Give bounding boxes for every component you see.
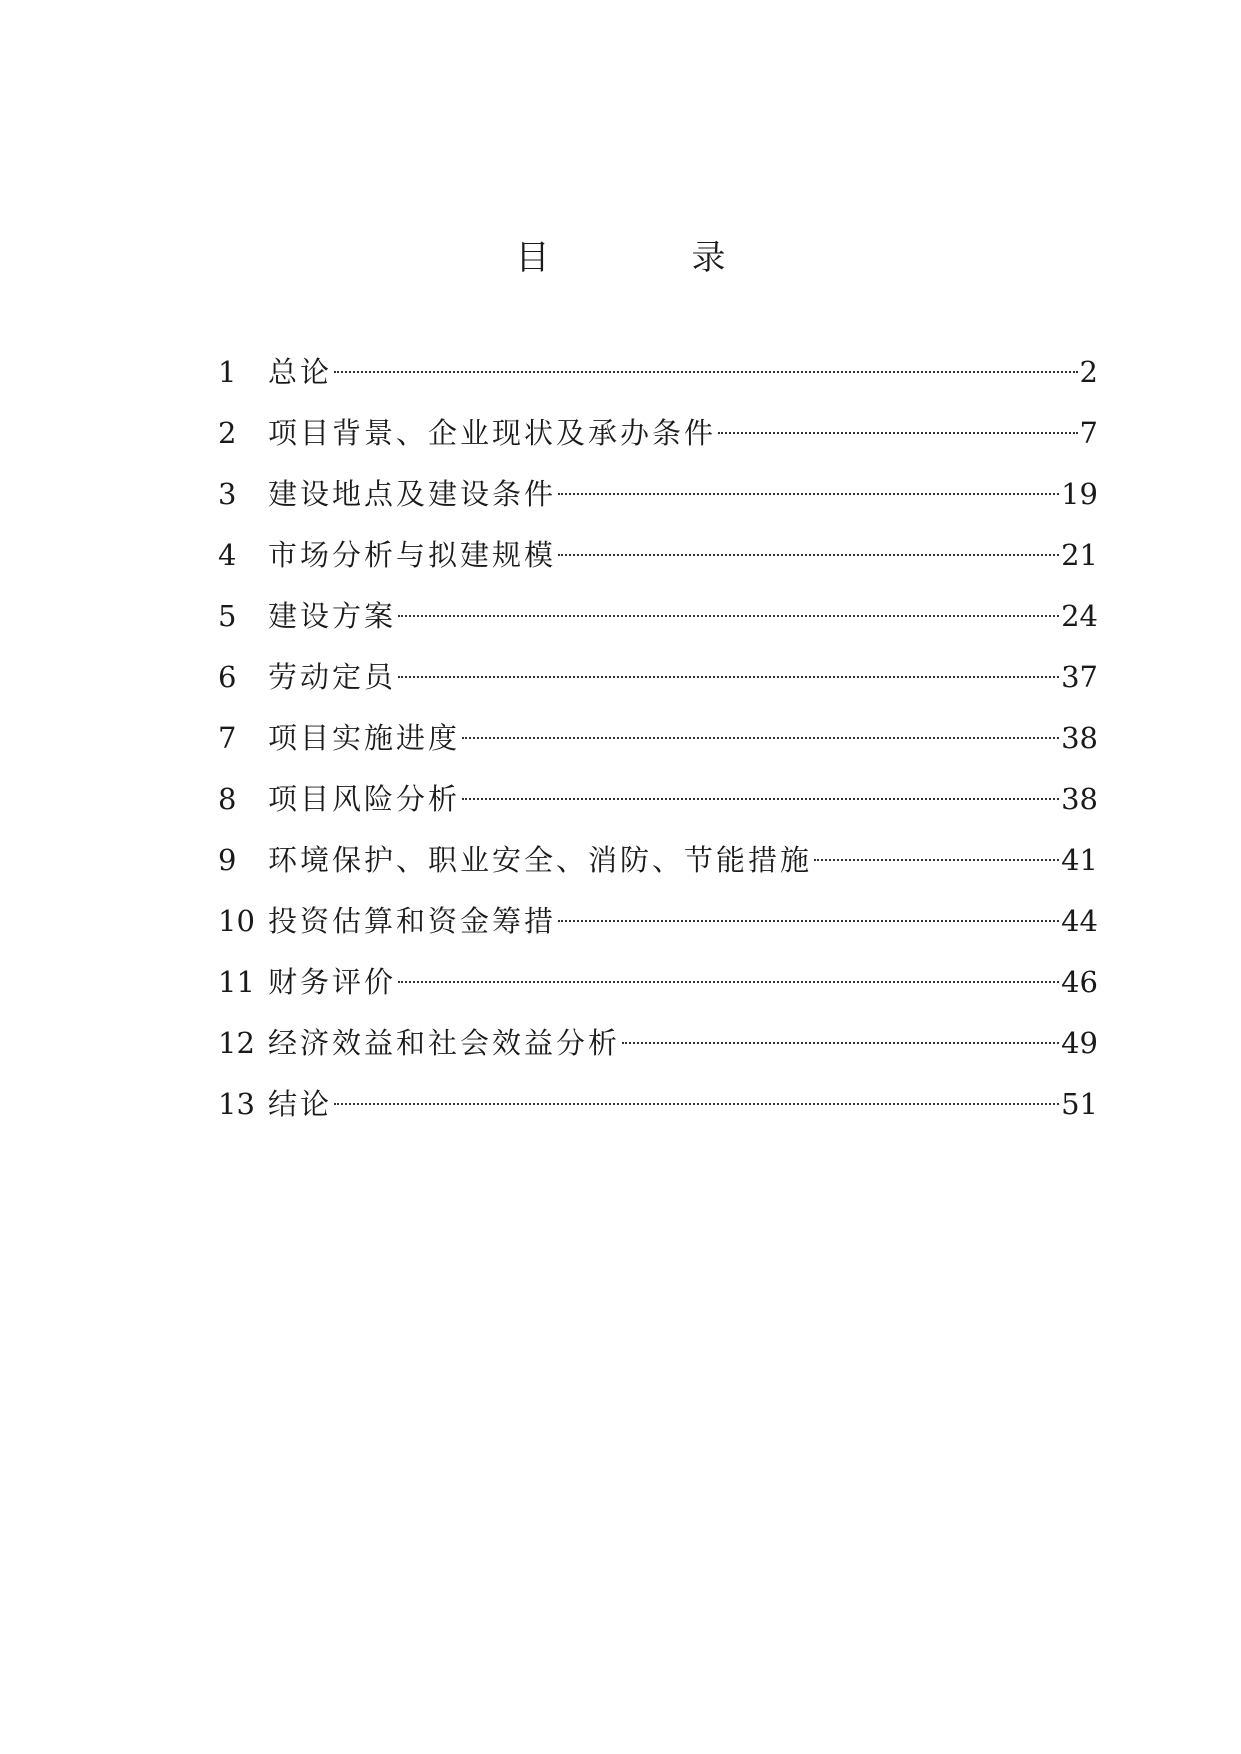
table-of-contents	[218, 350, 1098, 1143]
toc-entry-label: 结论	[268, 1087, 333, 1121]
toc-entry-label: 劳动定员	[268, 660, 397, 694]
toc-entry-label: 建设地点及建设条件	[268, 477, 557, 511]
dot-leader	[718, 432, 1078, 434]
toc-entry-label: 总论	[268, 355, 333, 389]
toc-entry-9[interactable]	[218, 838, 1098, 899]
toc-entry-page: 24	[1061, 599, 1098, 633]
toc-entry-page: 46	[1061, 965, 1098, 999]
dot-leader	[398, 676, 1059, 678]
toc-entry-page: 44	[1061, 904, 1098, 938]
toc-entry-page: 38	[1061, 721, 1098, 755]
toc-entry-number: 1	[218, 355, 237, 389]
toc-entry-number: 6	[218, 660, 237, 694]
toc-entry-label: 项目风险分析	[268, 782, 461, 816]
toc-entry-4[interactable]	[218, 533, 1098, 594]
toc-entry-2[interactable]	[218, 411, 1098, 472]
toc-entry-number: 12	[218, 1026, 255, 1060]
toc-entry-number: 11	[218, 965, 255, 999]
toc-entry-label: 投资估算和资金筹措	[268, 904, 557, 938]
toc-entry-number: 9	[218, 843, 237, 877]
toc-entry-3[interactable]	[218, 472, 1098, 533]
dot-leader	[558, 493, 1059, 495]
toc-entry-page: 19	[1061, 477, 1098, 511]
toc-entry-number: 3	[218, 477, 237, 511]
toc-entry-12[interactable]	[218, 1021, 1098, 1082]
toc-entry-label: 经济效益和社会效益分析	[268, 1026, 621, 1060]
toc-entry-page: 51	[1061, 1087, 1098, 1121]
dot-leader	[334, 1103, 1059, 1105]
dot-leader	[462, 798, 1059, 800]
toc-entry-label: 项目实施进度	[268, 721, 461, 755]
toc-entry-number: 7	[218, 721, 237, 755]
toc-entry-label: 项目背景、企业现状及承办条件	[268, 416, 717, 450]
toc-entry-label: 建设方案	[268, 599, 397, 633]
toc-entry-label: 环境保护、职业安全、消防、节能措施	[268, 843, 813, 877]
toc-entry-number: 8	[218, 782, 237, 816]
dot-leader	[558, 554, 1059, 556]
toc-entry-number: 10	[218, 904, 255, 938]
toc-entry-10[interactable]	[218, 899, 1098, 960]
toc-entry-8[interactable]	[218, 777, 1098, 838]
toc-entry-page: 37	[1061, 660, 1098, 694]
dot-leader	[814, 859, 1059, 861]
toc-entry-page: 21	[1061, 538, 1098, 572]
toc-entry-number: 5	[218, 599, 237, 633]
toc-entry-11[interactable]	[218, 960, 1098, 1021]
toc-entry-number: 2	[218, 416, 237, 450]
dot-leader	[558, 920, 1059, 922]
toc-entry-page: 2	[1079, 355, 1098, 389]
toc-entry-5[interactable]	[218, 594, 1098, 655]
toc-entry-label: 财务评价	[268, 965, 397, 999]
dot-leader	[462, 737, 1059, 739]
toc-entry-6[interactable]	[218, 655, 1098, 716]
toc-entry-page: 38	[1061, 782, 1098, 816]
toc-entry-page: 7	[1079, 416, 1098, 450]
toc-entry-page: 49	[1061, 1026, 1098, 1060]
dot-leader	[398, 981, 1059, 983]
toc-entry-label: 市场分析与拟建规模	[268, 538, 557, 572]
toc-entry-7[interactable]	[218, 716, 1098, 777]
dot-leader	[398, 615, 1059, 617]
page-title: 目 录	[515, 238, 780, 278]
toc-entry-number: 4	[218, 538, 237, 572]
toc-entry-page: 41	[1061, 843, 1098, 877]
dot-leader	[334, 371, 1078, 373]
toc-entry-number: 13	[218, 1087, 255, 1121]
toc-entry-1[interactable]	[218, 350, 1098, 411]
dot-leader	[622, 1042, 1059, 1044]
toc-entry-13[interactable]	[218, 1082, 1098, 1143]
